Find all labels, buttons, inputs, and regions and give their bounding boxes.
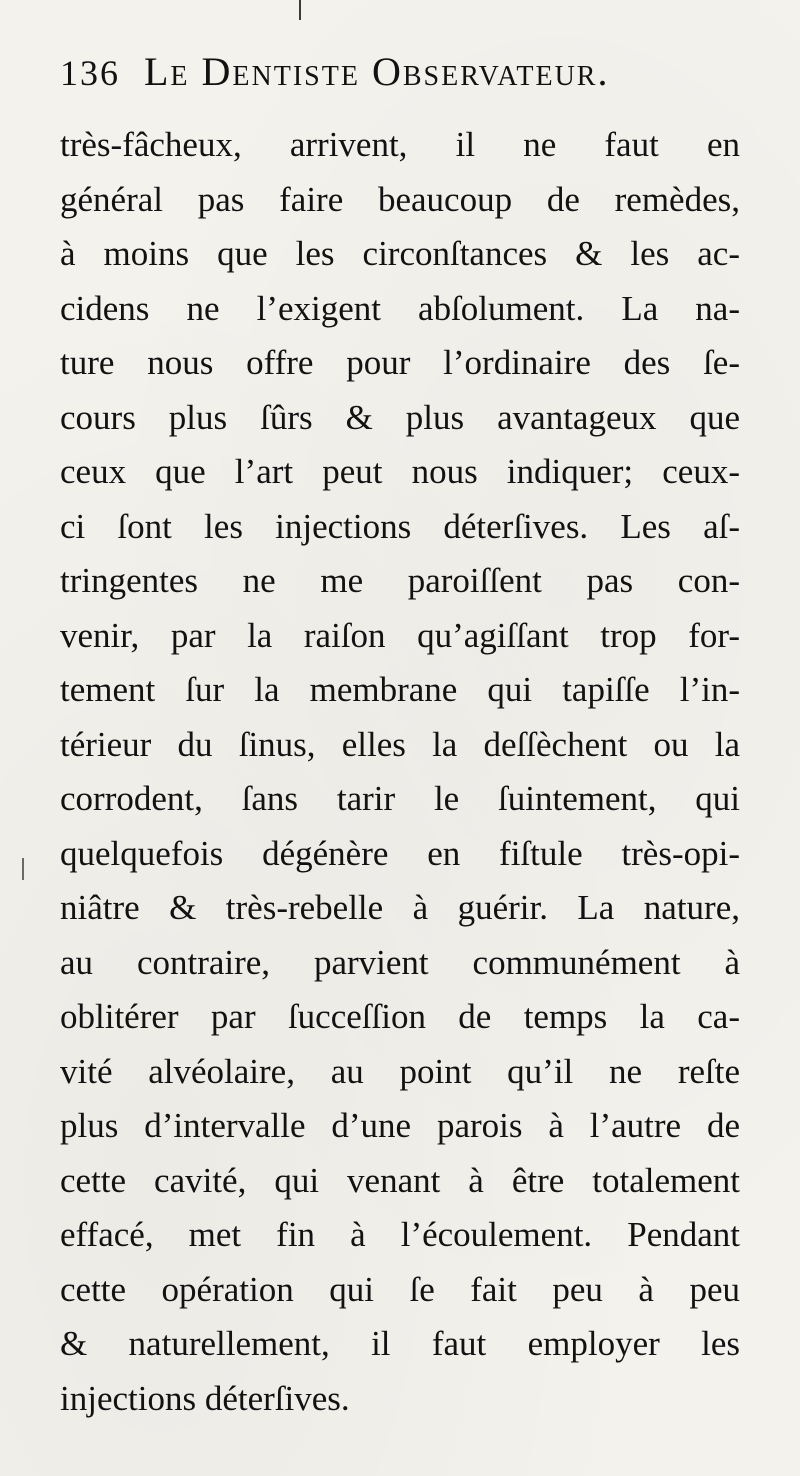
text-line: vité alvéolaire, au point qu’il ne reſte	[60, 1051, 740, 1091]
text-line: niâtre & très-rebelle à guérir. La nature,	[60, 888, 740, 927]
page-header	[60, 48, 760, 108]
text-line: à moins que les circonſtances & les ac-	[60, 234, 740, 273]
text-line-last: injections déterſives.	[60, 1378, 350, 1418]
margin-mark	[22, 858, 24, 880]
text-line: oblitérer par ſucceſſion de temps la ca-	[60, 997, 740, 1036]
scan-edge-mark	[299, 0, 301, 20]
text-line: cette cavité, qui venant à être totalement	[60, 1160, 740, 1200]
text-line: corrodent, ſans tarir le ſuintement, qui	[60, 779, 740, 818]
text-line: tement ſur la membrane qui tapiſſe l’in-	[60, 670, 740, 709]
text-line: quelquefois dégénère en fiſtule très-opi-	[60, 833, 740, 873]
text-line: effacé, met fin à l’écoulement. Pendant	[60, 1215, 740, 1254]
running-title: Le Dentiste Observateur.	[144, 49, 610, 94]
text-line: cours plus ſûrs & plus avantageux que	[60, 397, 740, 437]
text-line: cidens ne l’exigent abſolument. La na-	[60, 288, 740, 328]
text-line: cette opération qui ſe fait peu à peu	[60, 1269, 740, 1309]
text-line: térieur du ſinus, elles la deſſèchent ou la	[60, 724, 740, 764]
text-line: tringentes ne me paroiſſent pas con-	[60, 561, 740, 600]
text-line: ceux que l’art peut nous indiquer; ceux-	[60, 452, 740, 491]
text-line: venir, par la raiſon qu’agiſſant trop for-	[60, 615, 740, 655]
body-text	[60, 118, 740, 1426]
text-line: au contraire, parvient communément à	[60, 942, 740, 982]
text-line: général pas faire beaucoup de remèdes,	[60, 179, 740, 219]
text-line: & naturellement, il faut employer les	[60, 1324, 740, 1363]
text-line: plus d’intervalle d’une parois à l’autre de	[60, 1106, 740, 1145]
page-number: 136	[60, 53, 120, 93]
text-line: ture nous offre pour l’ordinaire des ſe-	[60, 343, 740, 382]
text-line: très-fâcheux, arrivent, il ne faut en	[60, 125, 740, 164]
text-line: ci ſont les injections déterſives. Les aſ-	[60, 506, 740, 546]
